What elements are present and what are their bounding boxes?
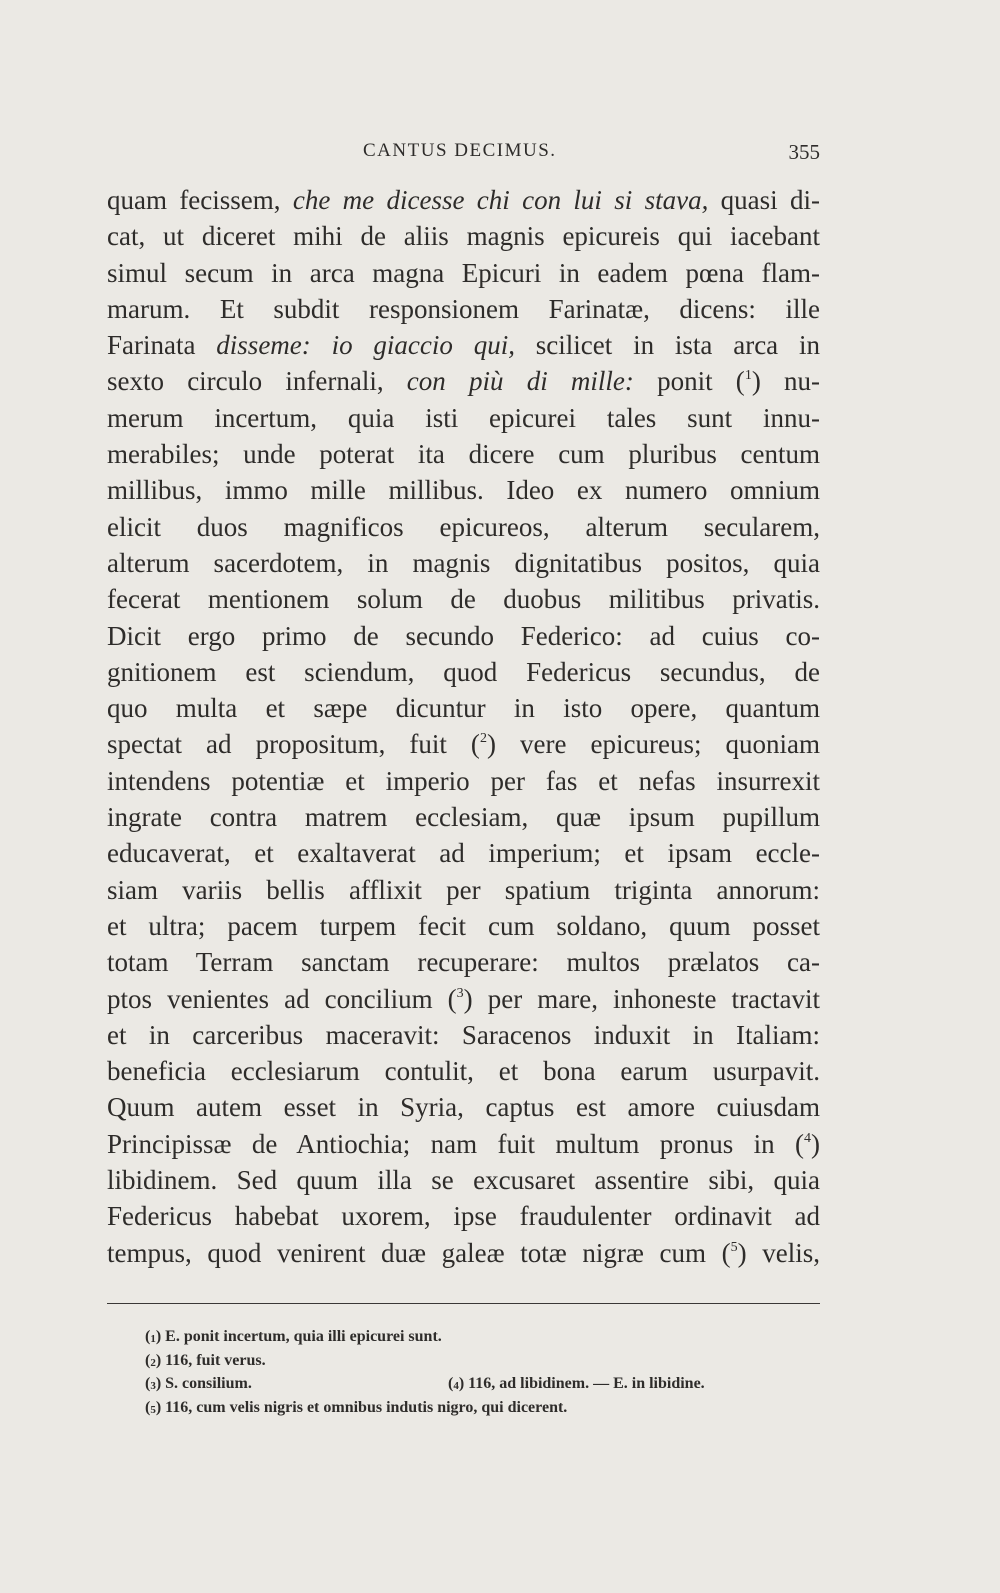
- text-line: alterum sacerdotem, in magnis dignitatibus positos, quia: [107, 547, 820, 578]
- footnotes: [145, 1325, 805, 1419]
- italic-quote: che me dicesse chi con lui si stava,: [292, 185, 709, 215]
- text-line: sexto circulo infernali, con più di mille: ponit ($^1$) nu-: [107, 366, 821, 397]
- footnote-text: 116, cum velis nigris et omnibus indutis nigro, qui dicerent.: [165, 1398, 568, 1416]
- page-number: 355: [788, 140, 820, 164]
- footnote: ($^3$) S. consilium. ($^4$) 116, ad libidinem. — E. in libidine.: [145, 1372, 805, 1396]
- text-line: educaverat, et exaltaverat ad imperium; et ipsam eccle-: [107, 838, 820, 869]
- text-line: simul secum in arca magna Epicuri in eadem pœna flam-: [107, 257, 820, 288]
- text-line: marum. Et subdit responsionem Farinatæ, dicens: ille: [107, 293, 820, 324]
- footnote-ref: 1: [744, 368, 752, 384]
- text-line: quo multa et sæpe dicuntur in isto opere, quantum: [107, 693, 820, 724]
- italic-quote: con più di mille:: [406, 366, 634, 397]
- footnote-mark: 5: [150, 1403, 156, 1416]
- text-line: Federicus habebat uxorem, ipse fraudulenter ordinavit ad: [107, 1201, 820, 1232]
- footnote-mark: 1: [150, 1333, 156, 1345]
- footnote-mark: 4: [453, 1380, 459, 1392]
- text-line: cat, ut diceret mihi de aliis magnis epicureis qui iacebant: [107, 221, 820, 252]
- footnote: ($^5$) 116, cum velis nigris et omnibus indutis nigro, qui dicerent.: [145, 1398, 568, 1416]
- footnote-ref: 4: [804, 1130, 811, 1146]
- footnote-ref: 5: [730, 1239, 738, 1255]
- text-line: ptos venientes ad concilium ($^3$) per mare, inhoneste tractavit: [107, 983, 820, 1014]
- text-line: Principissæ de Antiochia; nam fuit multum pronus in ($^4$): [107, 1128, 820, 1159]
- text-line: Dicit ergo primo de secundo Federico: ad cuius co-: [107, 620, 820, 651]
- text-line: quam fecissem, che me dicesse chi con lui si stava, quasi di-: [107, 185, 820, 215]
- footnote-mark: 2: [150, 1356, 156, 1369]
- text-line: Quum autem esset in Syria, captus est amore cuiusdam: [107, 1092, 820, 1123]
- running-title: CANTUS DECIMUS.: [363, 140, 557, 161]
- text-line: libidinem. Sed quum illa se excusaret assentire sibi, quia: [107, 1165, 820, 1196]
- body-text: [107, 182, 820, 1271]
- text-line: elicit duos magnificos epicureos, alterum secularem,: [107, 511, 820, 542]
- text-line: Farinata disseme: io giaccio qui, scilicet in ista arca in: [107, 330, 820, 361]
- text-line: fecerat mentionem solum de duobus militibus privatis.: [107, 584, 820, 615]
- footnote-text: 116, fuit verus.: [165, 1351, 266, 1369]
- footnote: ($^1$) E. ponit incertum, quia illi epicurei sunt.: [145, 1328, 442, 1345]
- text-line: merabiles; unde poterat ita dicere cum pluribus centum: [107, 439, 820, 470]
- footnote: ($^2$) 116, fuit verus.: [145, 1351, 266, 1369]
- footnote-text: 116, ad libidinem. — E. in libidine.: [468, 1375, 705, 1392]
- italic-quote: disseme: io giaccio qui,: [216, 330, 515, 361]
- text-line: millibus, immo mille millibus. Ideo ex numero omnium: [107, 475, 820, 506]
- text-line: gnitionem est sciendum, quod Federicus secundus, de: [107, 656, 820, 687]
- footnote-text: S. consilium.: [165, 1375, 252, 1392]
- footnote-mark: 3: [150, 1380, 156, 1392]
- text-line: beneficia ecclesiarum contulit, et bona earum usurpavit.: [107, 1056, 820, 1087]
- page-header: [107, 140, 820, 172]
- text-line: et ultra; pacem turpem fecit cum soldano, quum posset: [107, 910, 820, 941]
- footnote-rule: [107, 1303, 820, 1304]
- text-line: ingrate contra matrem ecclesiam, quæ ipsum pupillum: [107, 802, 820, 833]
- text-line: et in carceribus maceravit: Saracenos induxit in Italiam:: [107, 1019, 820, 1050]
- footnote-ref: 2: [479, 731, 487, 747]
- text-line: tempus, quod venirent duæ galeæ totæ nigræ cum ($^5$) velis,: [107, 1237, 820, 1268]
- text-line: siam variis bellis afflixit per spatium triginta annorum:: [107, 874, 820, 905]
- text-line: spectat ad propositum, fuit ($^2$) vere epicureus; quoniam: [107, 729, 821, 760]
- text-line: totam Terram sanctam recuperare: multos prælatos ca-: [107, 947, 820, 978]
- footnote: ($^4$) 116, ad libidinem. — E. in libidine.: [448, 1375, 705, 1392]
- footnote-ref: 3: [456, 985, 464, 1001]
- text-line: intendens potentiæ et imperio per fas et nefas insurrexit: [107, 765, 820, 796]
- text-line: merum incertum, quia isti epicurei tales sunt innu-: [107, 402, 820, 433]
- footnote-text: E. ponit incertum, quia illi epicurei sunt.: [165, 1328, 442, 1345]
